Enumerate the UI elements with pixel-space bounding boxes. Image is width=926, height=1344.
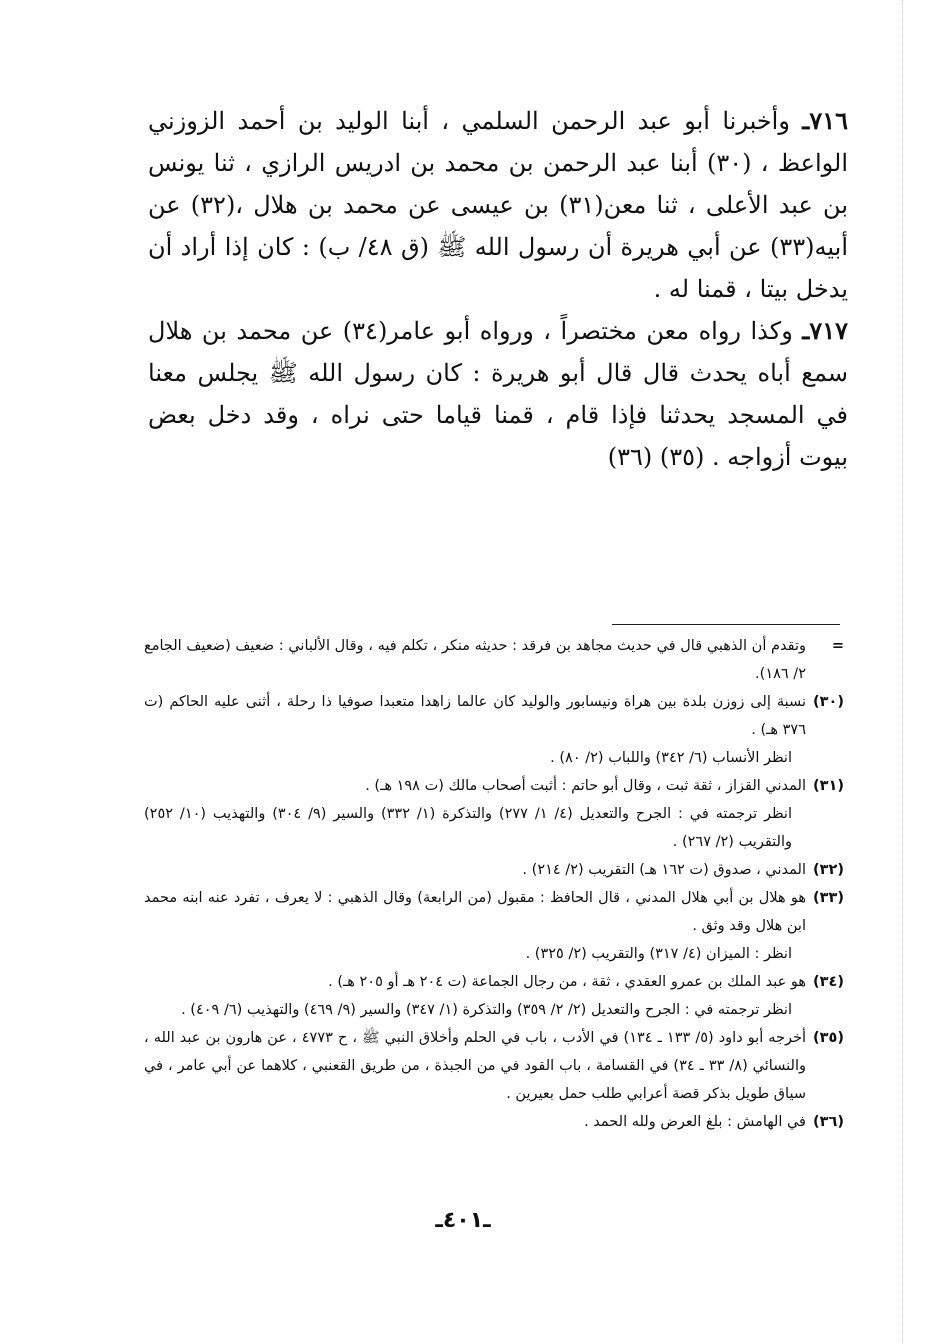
footnote-number: (٣٦) xyxy=(813,1114,844,1130)
footnote-number: (٣٥) xyxy=(813,1030,844,1046)
footnote-number: (٣٣) xyxy=(813,890,844,906)
main-text xyxy=(148,100,848,478)
footnote-number: (٣١) xyxy=(813,778,844,794)
footnote-number: (٣٤) xyxy=(813,974,844,990)
hadith-entry-716 xyxy=(148,100,848,310)
footnote-text: نسبة إلى زوزن بلدة بين هراة ونيسابور والوليد كان عالما زاهدا متعبدا صوفيا ذا رحلة ، أثنى عليه الحاكم (ت ٣٧٦ هـ) . xyxy=(144,694,806,738)
hadith-entry-717 xyxy=(148,310,848,478)
footnote-text: هو عبد الملك بن عمرو العقدي ، ثقة ، من رجال الجماعة (ت ٢٠٤ هـ أو ٢٠٥ هـ) . xyxy=(328,974,806,990)
footnote-text: أخرجه أبو داود (٥/ ١٣٣ ـ ١٣٤) في الأدب ، باب في الحلم وأخلاق النبي ﷺ ، ح ٤٧٧٣ ، عن هارون بن عبد الله ، والنسائي (٨/ ٣٣ ـ ٣٤) في القسامة ، باب القود في من الجبذة ، من طريق القعنبي ، كلاهما عن أبي عامر ، في سياق طويل بذكر قصة أعرابي طلب حمل بعيرين . xyxy=(144,1030,807,1102)
footnote-34 xyxy=(144,968,844,1024)
entry-text: وأخبرنا أبو عبد الرحمن السلمي ، أبنا الوليد بن أحمد الزوزني الواعظ ، (٣٠) أبنا عبد الرحمن بن محمد بن ادريس الرازي ، ثنا يونس بن عبد الأعلى ، ثنا معن(٣١) بن عيسى عن محمد بن هلال ،(٣٢) عن أبيه(٣٣) عن أبي هريرة أن رسول الله ﷺ (ق ٤٨/ ب) : كان إذا أراد أن يدخل بيتا ، قمنا له . xyxy=(148,107,848,303)
scan-margin-line xyxy=(902,0,903,1344)
footnote-reference: انظر الأنساب (٦/ ٣٤٢) واللباب (٢/ ٨٠) . xyxy=(550,750,792,766)
footnote-text: وتقدم أن الذهبي قال في حديث مجاهد بن فرقد : حديثه منكر ، تكلم فيه ، وقال الألباني : ضعيف (ضعيف الجامع ٢/ ١٨٦). xyxy=(144,638,806,682)
footnote-number: = xyxy=(831,638,844,654)
footnote-reference: انظر ترجمته في : الجرح والتعديل (٢/ ٢/ ٣٥٩) والتذكرة (١/ ٣٤٧) والسير (٩/ ٤٦٩) والتهذيب (٦/ ٤٠٩) . xyxy=(181,1002,792,1018)
entry-text: وكذا رواه معن مختصراً ، ورواه أبو عامر(٣٤) عن محمد بن هلال سمع أباه يحدث قال قال أبو هريرة : كان رسول الله ﷺ يجلس معنا في المسجد يحدثنا فإذا قام ، قمنا قياما حتى نراه ، وقد دخل بعض بيوت أزواجه . (٣٥) (٣٦) xyxy=(148,317,848,471)
footnote-text: في الهامش : بلغ العرض ولله الحمد . xyxy=(584,1114,806,1130)
footnote-text: المدني القزاز ، ثقة ثبت ، وقال أبو حاتم : أثبت أصحاب مالك (ت ١٩٨ هـ) . xyxy=(365,778,806,794)
footnote-reference: انظر : الميزان (٤/ ٣١٧) والتقريب (٢/ ٣٢٥) . xyxy=(525,946,792,962)
page-number: ـ٤٠١ـ xyxy=(435,1208,491,1233)
footnote-number: (٣٢) xyxy=(813,862,844,878)
entry-number: ٧١٧ـ xyxy=(802,316,848,345)
footnote-36 xyxy=(144,1108,844,1136)
footnote-32 xyxy=(144,856,844,884)
footnote-31 xyxy=(144,772,844,856)
entry-number: ٧١٦ـ xyxy=(802,106,848,135)
footnote-continuation xyxy=(144,632,844,688)
footnote-33 xyxy=(144,884,844,968)
footnote-30 xyxy=(144,688,844,772)
footnote-reference: انظر ترجمته في : الجرح والتعديل (٤/ ١/ ٢٧٧) والتذكرة (١/ ٣٣٢) والسير (٩/ ٣٠٤) والتهذيب (١٠/ ٢٥٢) والتقريب (٢/ ٢٦٧) . xyxy=(144,806,792,850)
footnote-text: المدني ، صدوق (ت ١٦٢ هـ) التقريب (٢/ ٢١٤) . xyxy=(522,862,806,878)
footnotes xyxy=(144,632,844,1136)
footnote-35 xyxy=(144,1024,844,1108)
footnote-separator xyxy=(612,624,840,625)
footnote-text: هو هلال بن أبي هلال المدني ، قال الحافظ : مقبول (من الرابعة) وقال الذهبي : لا يعرف ، تفرد عنه ابنه محمد ابن هلال وقد وثق . xyxy=(144,890,806,934)
footnote-number: (٣٠) xyxy=(813,694,844,710)
